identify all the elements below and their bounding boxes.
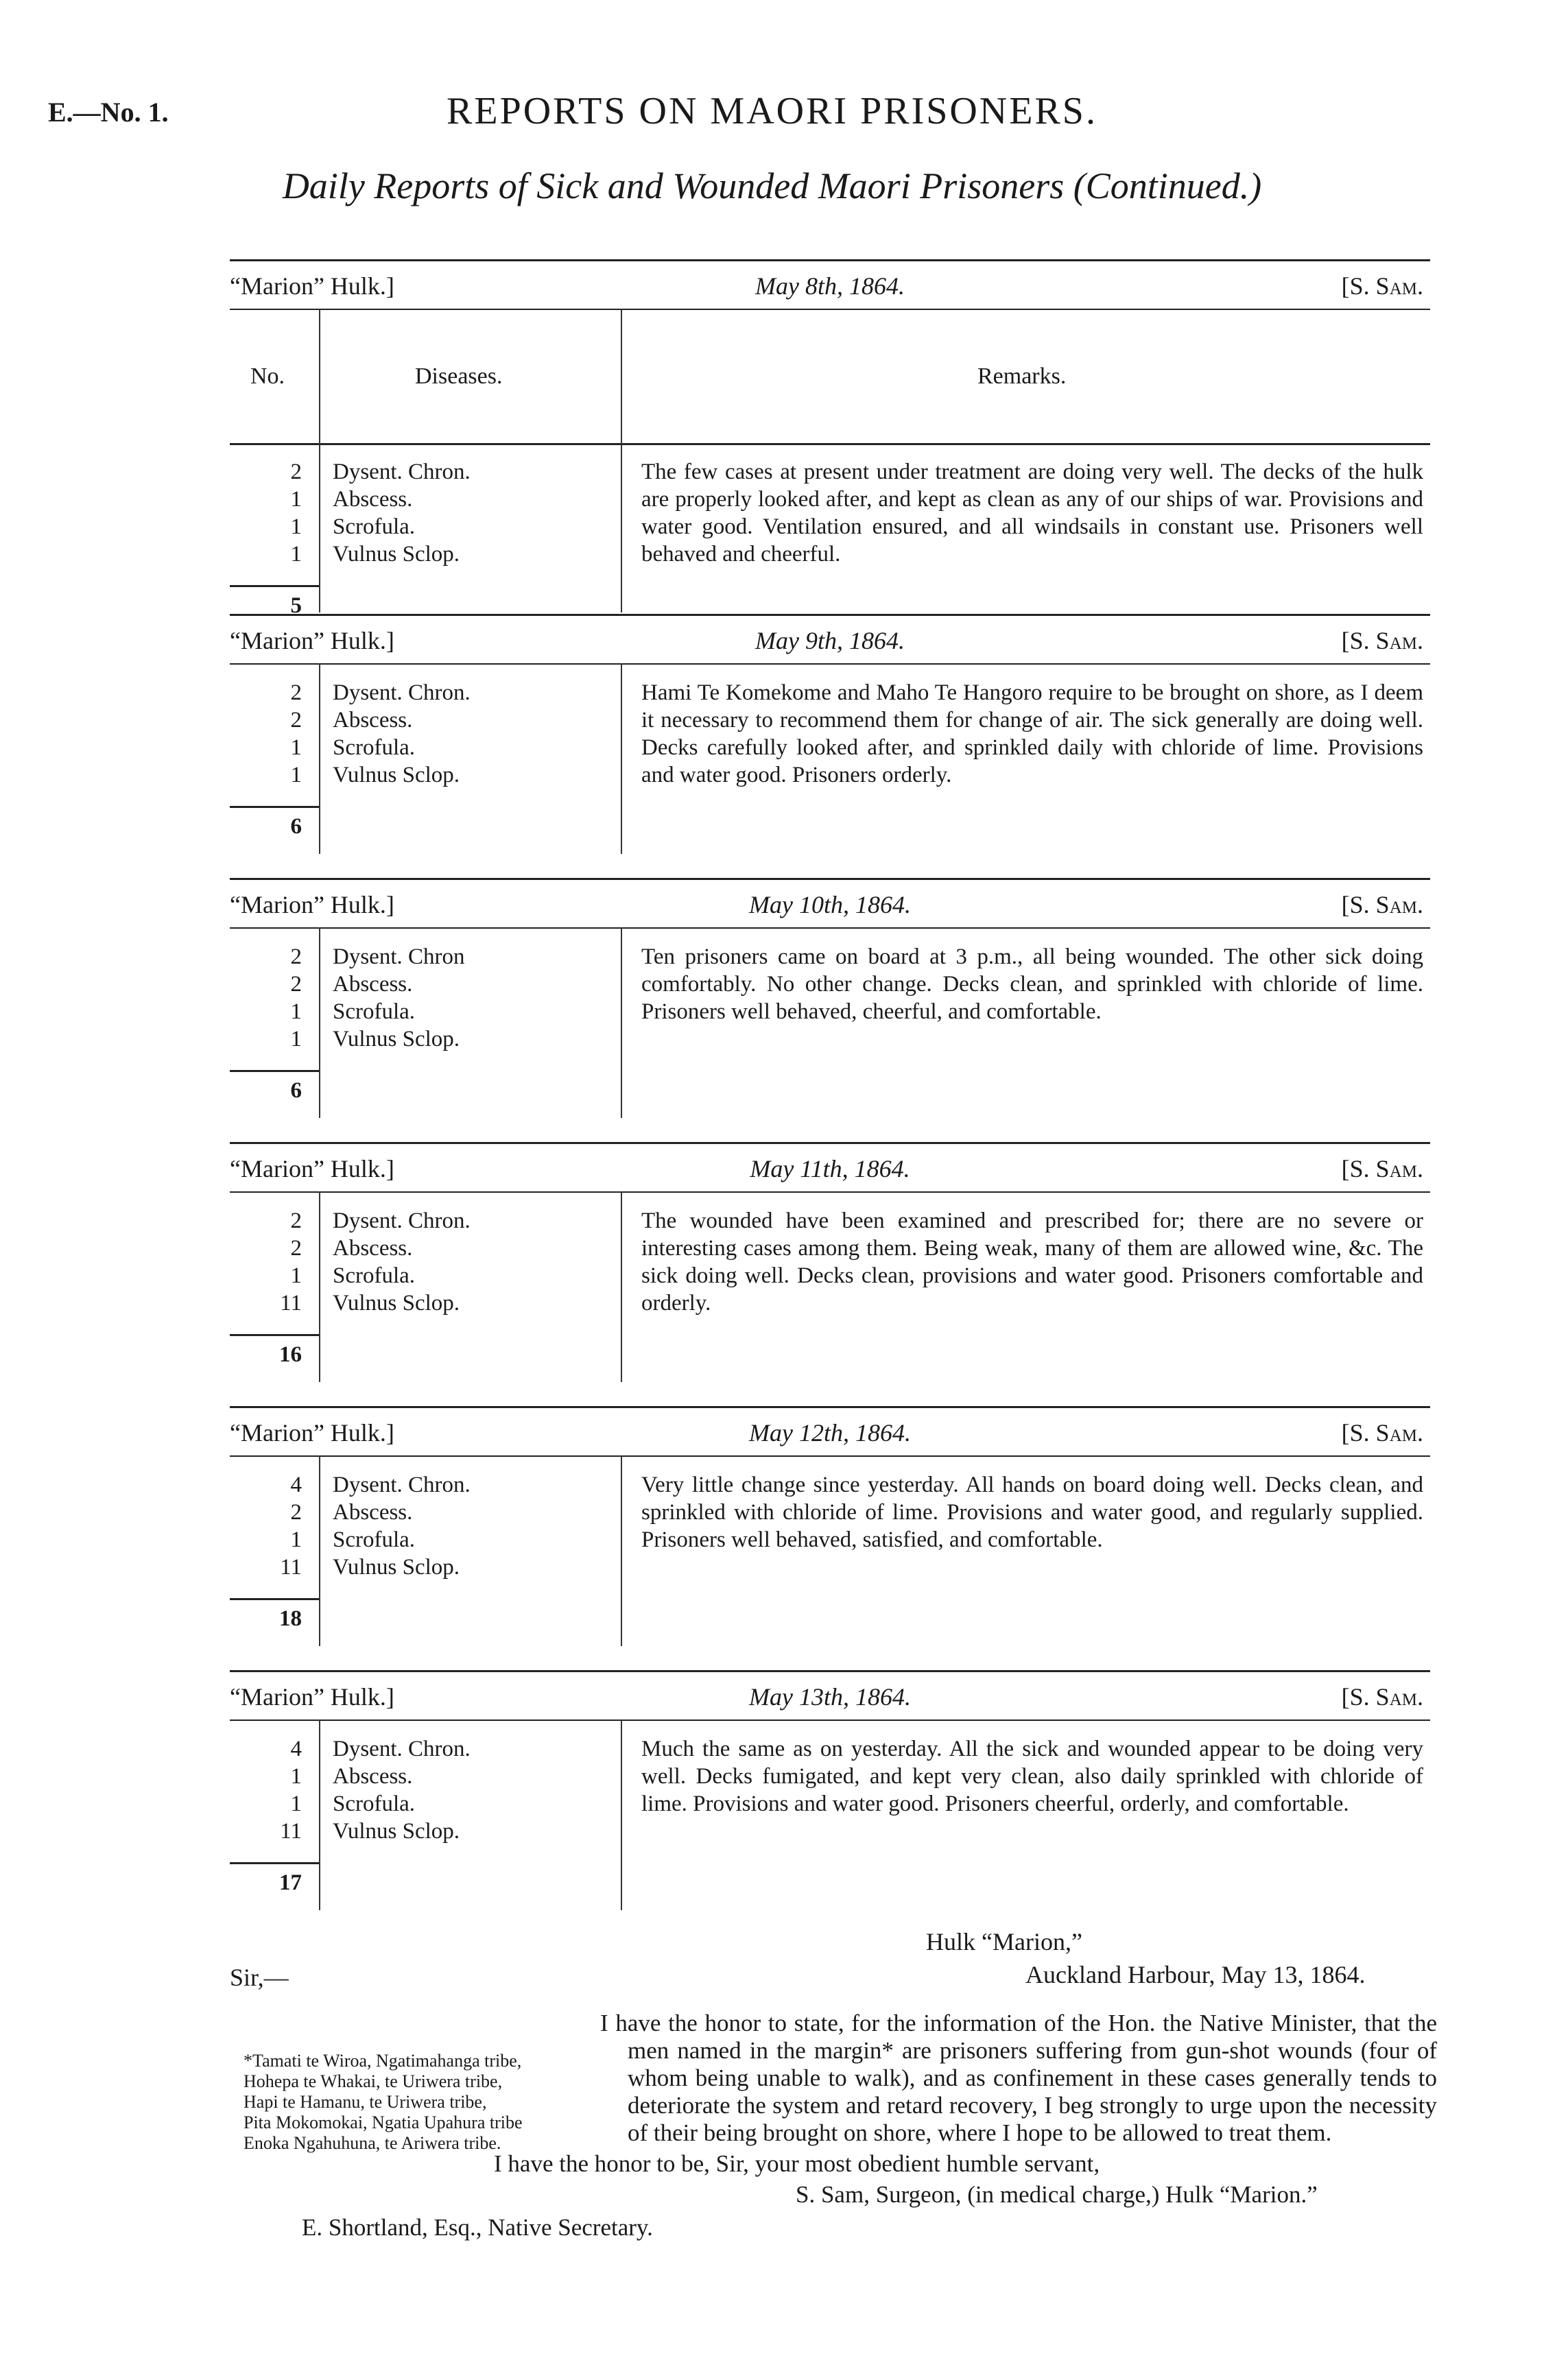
margin-name: Hohepa te Whakai, te Uriwera tribe, [244,2071,503,2091]
report-date: May 9th, 1864. [755,627,905,654]
margin-name: Enoka Ngahuhuna, te Ariwera tribe. [244,2133,501,2153]
count-cell: 1 [290,763,302,787]
disease-cell: Dysent. Chron. [333,460,471,484]
disease-cell: Scrofula. [333,1792,416,1816]
page-id: E.—No. 1. [48,97,169,128]
report-date: May 11th, 1864. [750,1155,910,1182]
report-signer: [S. Sam. [1341,272,1423,300]
letter-salutation: Sir,— [230,1964,289,1991]
disease-cell: Abscess. [333,487,413,512]
report-signer: [S. Sam. [1341,1419,1423,1447]
report-vessel: “Marion” Hulk.] [230,891,394,918]
report-remarks: The wounded have been examined and prescribed for; there are no severe or interesting cases among them. Being weak, many of them are allowed wine, &c. The sick doing well. Decks clean, provisions and water good. Prisoners comfortable and orderly. [641,1209,1423,1316]
report-signer: [S. Sam. [1341,891,1423,918]
disease-cell: Abscess. [333,1236,413,1261]
disease-cell: Dysent. Chron. [333,680,471,705]
count-cell: 1 [290,1027,302,1051]
report-date: May 12th, 1864. [749,1419,911,1447]
letter-address-line2: Auckland Harbour, May 13, 1864. [1025,1961,1366,1988]
margin-note [244,2051,523,2154]
count-cell: 2 [290,1500,302,1525]
report-signer: [S. Sam. [1341,627,1423,654]
disease-cell: Dysent. Chron. [333,1209,471,1233]
report-total: 17 [279,1870,302,1895]
count-cell: 1 [290,999,302,1024]
page-subtitle: Daily Reports of Sick and Wounded Maori Prisoners (Continued.) [282,165,1262,206]
count-cell: 2 [290,680,302,705]
disease-cell: Scrofula. [333,999,416,1024]
report-vessel: “Marion” Hulk.] [230,272,394,300]
letter-signature: S. Sam, Surgeon, (in medical charge,) Hulk “Marion.” [796,2181,1318,2208]
count-cell: 1 [290,514,302,539]
report-signer: [S. Sam. [1341,1683,1423,1711]
report-remarks: Ten prisoners came on board at 3 p.m., all being wounded. The other sick doing comfortably. No other change. Decks clean, and sprinkled with chloride of lime. Prisoners well behaved, cheerful, and comfortable. [641,944,1423,1024]
disease-cell: Dysent. Chron [333,944,465,969]
report-total: 16 [279,1342,302,1367]
count-cell: 4 [290,1473,302,1497]
page-title: REPORTS ON MAORI PRISONERS. [447,90,1097,132]
disease-cell: Vulnus Sclop. [333,542,460,567]
report-vessel: “Marion” Hulk.] [230,1155,394,1182]
count-cell: 11 [280,1819,302,1844]
count-cell: 1 [290,1263,302,1288]
column-header-no-label: No. [250,364,285,389]
count-cell: 4 [290,1737,302,1761]
report-remarks: Very little change since yesterday. All hands on board doing well. Decks clean, and sprinkled with chloride of lime. Provisions and water good, and regularly supplied. Prisoners well behaved, satisfied, and comfortable. [641,1473,1423,1552]
report-date: May 13th, 1864. [749,1683,911,1711]
report-vessel: “Marion” Hulk.] [230,1419,394,1447]
letter-body: I have the honor to state, for the information of the Hon. the Native Minister, that the men named in the margin* are prisoners suffering from gun-shot wounds (four of whom being unable to walk), and as confinement in these cases generally tends to deteriorate the system and retard recovery, I beg strongly to urge upon the necessity of their being brought on shore, where I hope to be allowed to treat them. [600,2010,1437,2146]
disease-cell: Vulnus Sclop. [333,763,460,787]
count-cell: 1 [290,1764,302,1789]
count-cell: 2 [290,1236,302,1261]
count-cell: 1 [290,1792,302,1816]
report-date: May 10th, 1864. [749,891,911,918]
count-cell: 1 [290,542,302,567]
report-vessel: “Marion” Hulk.] [230,1683,394,1711]
count-cell: 11 [280,1291,302,1316]
count-cell: 2 [290,972,302,997]
count-cell: 2 [290,460,302,484]
disease-cell: Dysent. Chron. [333,1473,471,1497]
margin-name: *Tamati te Wiroa, Ngatimahanga tribe, [244,2051,522,2071]
report-remarks: Much the same as on yesterday. All the sick and wounded appear to be doing very well. Decks fumigated, and kept very clean, also daily sprinkled with chloride of lime. Provisions and water good. Prisoners cheerful, orderly, and comfortable. [641,1737,1423,1816]
disease-cell: Scrofula. [333,514,416,539]
report-total: 18 [279,1606,302,1631]
disease-cell: Vulnus Sclop. [333,1555,460,1580]
report-date: May 8th, 1864. [755,272,905,300]
count-cell: 11 [280,1555,302,1580]
disease-cell: Scrofula. [333,1527,416,1552]
disease-cell: Dysent. Chron. [333,1737,471,1761]
report-total: 6 [290,1078,302,1103]
letter-closing: I have the honor to be, Sir, your most obedient humble servant, [494,2150,1100,2177]
margin-name: Pita Mokomokai, Ngatia Upahura tribe [244,2113,523,2132]
report-remarks: The few cases at present under treatment are doing very well. The decks of the hulk are properly looked after, and kept as clean as any of our ships of war. Provisions and water good. Ventilation ensured, and all windsails in constant use. Prisoners well behaved and cheerful. [641,460,1423,567]
disease-cell: Scrofula. [333,1263,416,1288]
report-total: 5 [290,593,302,618]
letter-address-line1: Hulk “Marion,” [926,1928,1082,1955]
report-vessel: “Marion” Hulk.] [230,627,394,654]
report-signer: [S. Sam. [1341,1155,1423,1182]
report-remarks: Hami Te Komekome and Maho Te Hangoro require to be brought on shore, as I deem it necessary to recommend them for change of air. The sick generally are doing well. Decks carefully looked after, and sprinkled daily with chloride of lime. Provisions and water good. Prisoners orderly. [641,680,1423,787]
disease-cell: Abscess. [333,1764,413,1789]
disease-cell: Vulnus Sclop. [333,1291,460,1316]
column-header-remarks-label: Remarks. [977,364,1067,389]
letter-addressee: E. Shortland, Esq., Native Secretary. [302,2214,653,2241]
margin-name: Hapi te Hamanu, te Uriwera tribe, [244,2092,487,2112]
count-cell: 2 [290,944,302,969]
count-cell: 2 [290,708,302,733]
column-header-diseases-label: Diseases. [415,364,503,389]
count-cell: 1 [290,487,302,512]
count-cell: 2 [290,1209,302,1233]
disease-cell: Scrofula. [333,735,416,760]
report-total: 6 [290,814,302,839]
disease-cell: Vulnus Sclop. [333,1027,460,1051]
count-cell: 1 [290,1527,302,1552]
disease-cell: Abscess. [333,1500,413,1525]
count-cell: 1 [290,735,302,760]
disease-cell: Abscess. [333,708,413,733]
disease-cell: Abscess. [333,972,413,997]
disease-cell: Vulnus Sclop. [333,1819,460,1844]
